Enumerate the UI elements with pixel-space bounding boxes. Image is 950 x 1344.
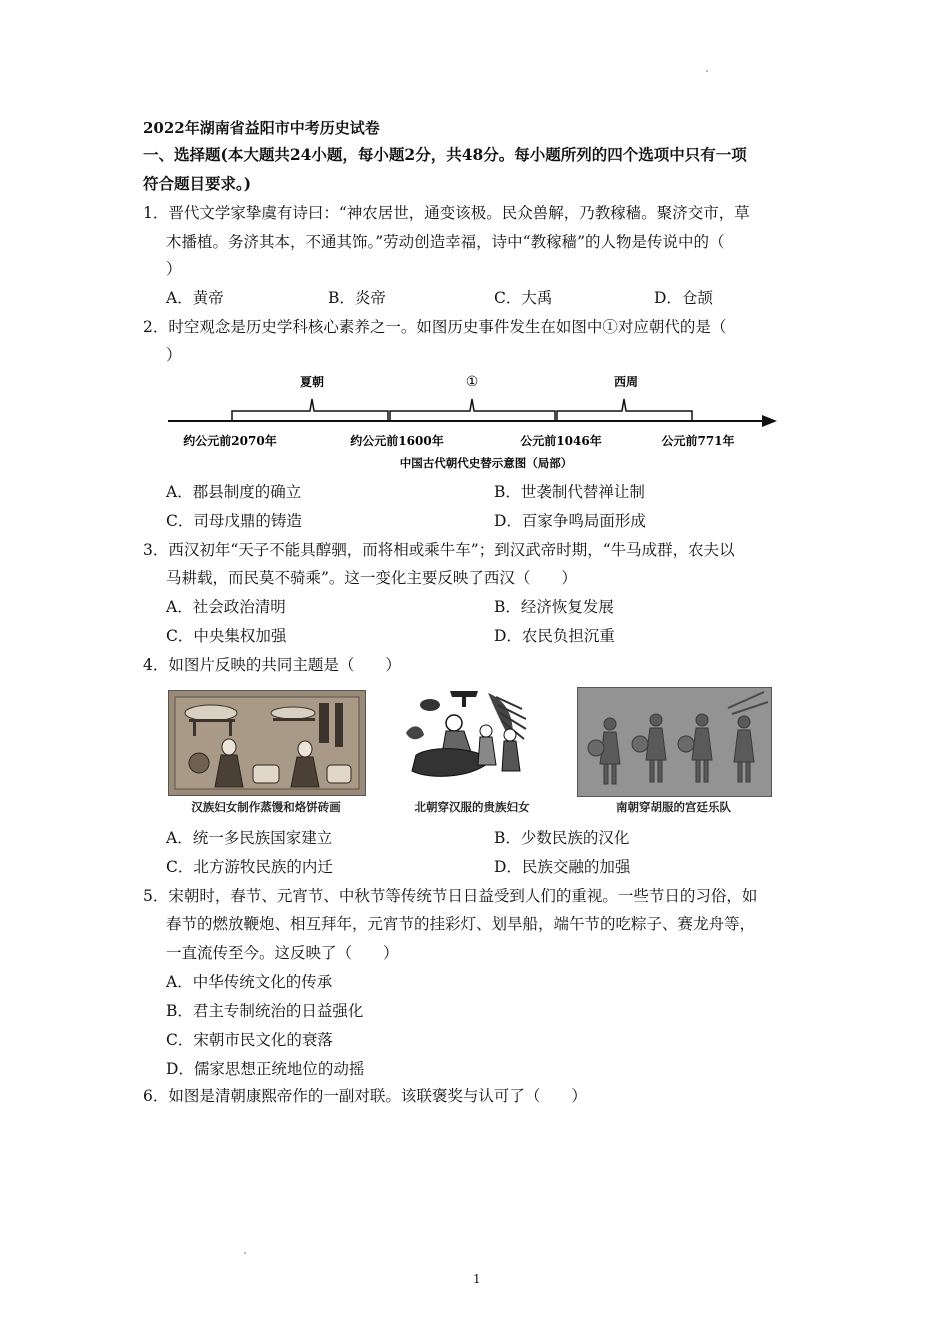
scan-dot bbox=[706, 70, 708, 72]
q2-line2: ） bbox=[166, 346, 182, 364]
q5-line1: 5．宋朝时，春节、元宵节、中秋节等传统节日日益受到人们的重视。一些节日的习俗，如 bbox=[143, 887, 758, 905]
scan-dot-2 bbox=[244, 1252, 246, 1254]
section-heading-line2: 符合题目要求。) bbox=[143, 174, 252, 193]
image2-caption: 北朝穿汉服的贵族妇女 bbox=[414, 800, 530, 814]
timeline-date-1: 约公元前2070年 bbox=[183, 434, 277, 448]
q2-line1: 2．时空观念是历史学科核心素养之一。如图历史事件发生在如图中①对应朝代的是（ bbox=[143, 318, 727, 336]
noblewoman-illustration bbox=[392, 685, 552, 795]
q2-option-a: A．郡县制度的确立 bbox=[166, 483, 302, 501]
image1-caption: 汉族妇女制作蒸馒和烙饼砖画 bbox=[191, 800, 341, 814]
q1-option-d: D．仓颉 bbox=[654, 289, 713, 307]
q3-option-d: D．农民负担沉重 bbox=[494, 627, 615, 645]
timeline-caption: 中国古代朝代史替示意图（局部） bbox=[399, 456, 573, 470]
q3-line2: 马耕载，而民莫不骑乘”。这一变化主要反映了西汉（ ） bbox=[166, 569, 577, 587]
q1-option-c: C．大禹 bbox=[494, 289, 553, 307]
q5-option-d: D．儒家思想正统地位的动摇 bbox=[166, 1060, 365, 1078]
dynasty-timeline bbox=[0, 368, 950, 478]
page-number: 1 bbox=[473, 1272, 481, 1286]
court-band-illustration bbox=[578, 688, 771, 796]
timeline-label-xizhou: 西周 bbox=[613, 375, 639, 389]
section-heading-line1: 一、选择题(本大题共24小题，每小题2分，共48分。每小题所列的四个选项中只有一项 bbox=[143, 145, 747, 164]
timeline-date-3: 公元前1046年 bbox=[520, 434, 602, 448]
q4-option-b: B．少数民族的汉化 bbox=[494, 829, 630, 847]
q1-line3: ） bbox=[166, 260, 182, 278]
brick-painting-illustration bbox=[169, 691, 365, 795]
noblewoman-image bbox=[392, 685, 552, 795]
court-band-image bbox=[577, 687, 772, 797]
q4-option-d: D．民族交融的加强 bbox=[494, 858, 631, 876]
q5-option-a: A．中华传统文化的传承 bbox=[166, 973, 333, 991]
q1-line1: 1．晋代文学家挚虞有诗曰：“神农居世，通变该极。民众兽解，乃教稼穑。聚济交市，草 bbox=[143, 204, 750, 222]
q5-line3: 一直流传至今。这反映了（ ） bbox=[166, 944, 399, 962]
q3-line1: 3．西汉初年“天子不能具醇驷，而将相或乘牛车”；到汉武帝时期，“牛马成群，农夫以 bbox=[143, 541, 735, 559]
q4-line1: 4．如图片反映的共同主题是（ ） bbox=[143, 656, 401, 674]
image3-caption: 南朝穿胡服的宫廷乐队 bbox=[616, 800, 731, 814]
q1-line2: 木播植。务济其本，不通其饰。”劳动创造幸福，诗中“教稼穑”的人物是传说中的（ bbox=[166, 233, 725, 251]
q4-option-a: A．统一多民族国家建立 bbox=[166, 829, 333, 847]
bracket-xizhou bbox=[557, 399, 692, 421]
q3-option-c: C．中央集权加强 bbox=[166, 627, 287, 645]
q2-option-c: C．司母戊鼎的铸造 bbox=[166, 512, 302, 530]
q1-option-b: B．炎帝 bbox=[328, 289, 386, 307]
timeline-date-2: 约公元前1600年 bbox=[350, 434, 444, 448]
bracket-xia bbox=[232, 399, 388, 421]
q2-option-b: B．世袭制代替禅让制 bbox=[494, 483, 645, 501]
timeline-label-xia: 夏朝 bbox=[299, 375, 325, 389]
q5-option-c: C．宋朝市民文化的衰落 bbox=[166, 1031, 333, 1049]
q2-option-d: D．百家争鸣局面形成 bbox=[494, 512, 646, 530]
timeline-date-4: 公元前771年 bbox=[661, 434, 735, 448]
brick-painting-image bbox=[168, 690, 366, 796]
q3-option-b: B．经济恢复发展 bbox=[494, 598, 614, 616]
q4-option-c: C．北方游牧民族的内迁 bbox=[166, 858, 333, 876]
q5-line2: 春节的燃放鞭炮、相互拜年，元宵节的挂彩灯、划旱船，端午节的吃粽子、赛龙舟等， bbox=[166, 915, 756, 933]
q3-option-a: A．社会政治清明 bbox=[166, 598, 286, 616]
timeline-label-1: ① bbox=[465, 374, 479, 390]
q1-option-a: A．黄帝 bbox=[166, 289, 224, 307]
exam-title: 2022年湖南省益阳市中考历史试卷 bbox=[143, 119, 380, 137]
timeline-arrowhead bbox=[762, 415, 777, 427]
bracket-1 bbox=[390, 399, 555, 421]
q6-line1: 6．如图是清朝康熙帝作的一副对联。该联褒奖与认可了（ ） bbox=[143, 1087, 587, 1105]
q5-option-b: B．君主专制统治的日益强化 bbox=[166, 1002, 364, 1020]
